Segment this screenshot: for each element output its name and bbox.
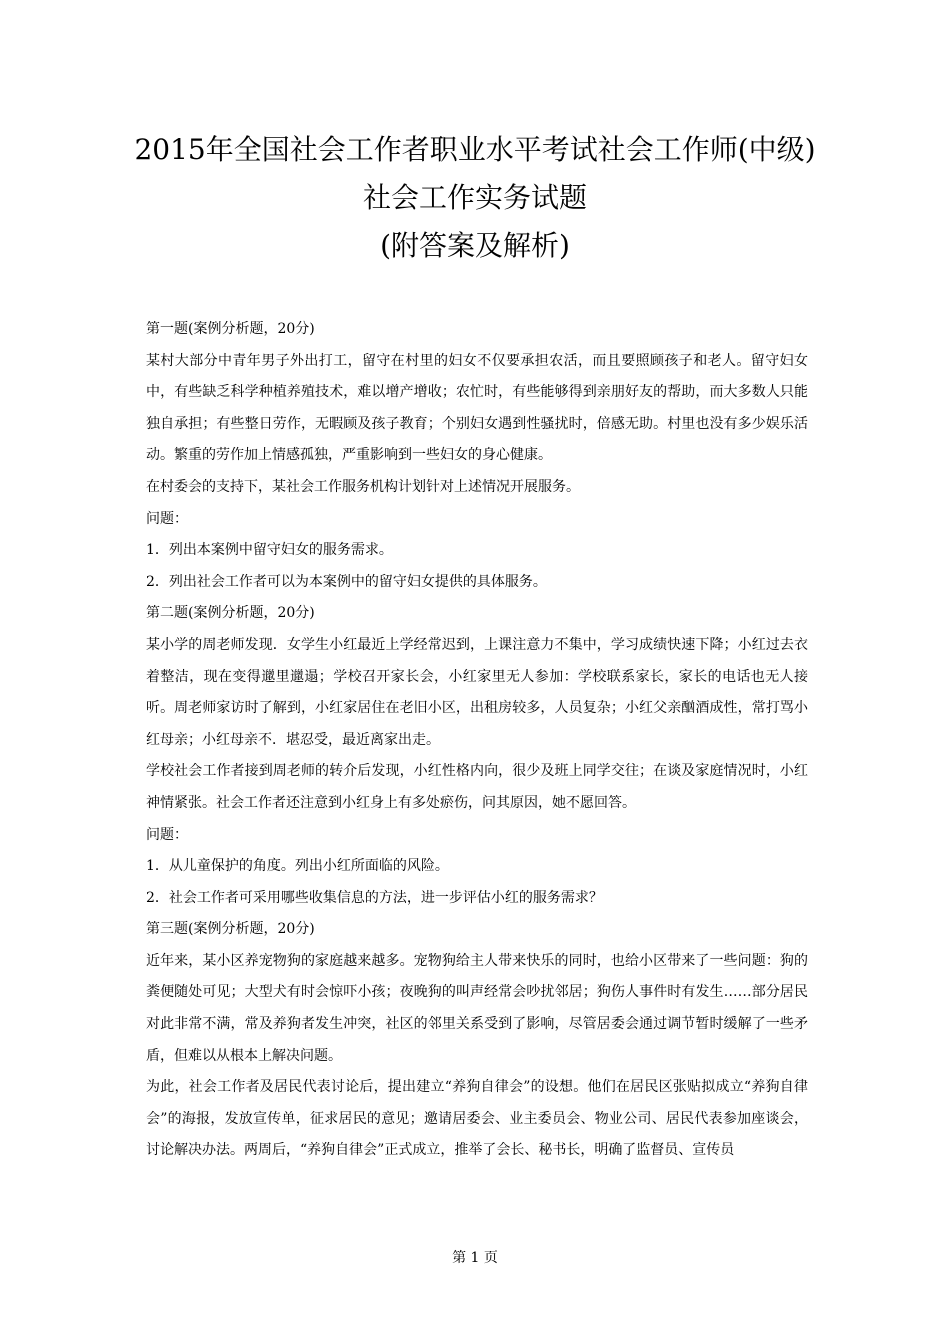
section-heading-2: 第二题(案例分析题，20分)	[146, 605, 315, 622]
section-heading-1: 第一题(案例分析题，20分)	[146, 321, 315, 337]
document-title	[0, 126, 950, 270]
title-line-3: (附答案及解析)	[380, 229, 570, 262]
document-body	[146, 314, 808, 1167]
section-2-paragraph: 某小学的周老师发现．女学生小红最近上学经常迟到，上课注意力不集中，学习成绩快速下降；小红过去衣着整洁，现在变得邋里邋遢；学校召开家长会，小红家里无人参加：学校联系家长，家长的电话也无人接听。周老师家访时了解到，小红家居住在老旧小区，出租房较多，人员复杂；小红父亲酗酒成性，常打骂小红母亲；小红母亲不．堪忍受，最近离家出走。	[146, 636, 808, 748]
page-number: 第 1 页	[452, 1250, 498, 1266]
section-heading-3: 第三题(案例分析题，20分)	[146, 921, 315, 938]
section-3-paragraph: 近年来，某小区养宠物狗的家庭越来越多。宠物狗给主人带来快乐的同时，也给小区带来了一些问题：狗的粪便随处可见；大型犬有时会惊吓小孩；夜晚狗的叫声经常会吵扰邻居；狗伤人事件时有发生……部分居民对此非常不满，常及养狗者发生冲突，社区的邻里关系受到了影响，尽管居委会通过调节暂时缓解了一些矛盾，但难以从根本上解决问题。	[146, 952, 808, 1064]
title-line-1: 2015年全国社会工作者职业水平考试社会工作师(中级)	[134, 133, 816, 166]
section-1-question-label: 问题：	[146, 510, 188, 527]
section-1-paragraph: 某村大部分中青年男子外出打工，留守在村里的妇女不仅要承担农活，而且要照顾孩子和老人。留守妇女中，有些缺乏科学种植养殖技术，难以增产增收；农忙时，有些能够得到亲朋好友的帮助，而大多数人只能独自承担；有些整日劳作，无暇顾及孩子教育；个别妇女遇到性骚扰时，倍感无助。村里也没有多少娱乐活动。繁重的劳作加上情感孤独，严重影响到一些妇女的身心健康。	[146, 352, 808, 464]
section-1-paragraph: 在村委会的支持下，某社会工作服务机构计划针对上述情况开展服务。	[146, 478, 580, 495]
section-1-question: 1．列出本案例中留守妇女的服务需求。	[146, 542, 393, 559]
section-2-question: 2．社会工作者可采用哪些收集信息的方法，进一步评估小红的服务需求？	[146, 889, 603, 906]
section-2-question-label: 问题：	[146, 826, 188, 843]
title-line-2: 社会工作实务试题	[362, 181, 587, 214]
section-3-paragraph: 为此，社会工作者及居民代表讨论后，提出建立“养狗自律会”的设想。他们在居民区张贴拟成立“养狗自律会”的海报，发放宣传单，征求居民的意见；邀请居委会、业主委员会、物业公司、居民代表参加座谈会，讨论解决办法。两周后，“养狗自律会”正式成立，推举了会长、秘书长，明确了监督员、宣传员	[146, 1079, 808, 1159]
section-1-question: 2．列出社会工作者可以为本案例中的留守妇女提供的具体服务。	[146, 573, 547, 590]
section-2-paragraph: 学校社会工作者接到周老师的转介后发现，小红性格内向，很少及班上同学交往；在谈及家庭情况时，小红神情紧张。社会工作者还注意到小红身上有多处瘀伤，问其原因，她不愿回答。	[146, 763, 808, 811]
section-2-question: 1．从儿童保护的角度。列出小红所面临的风险。	[146, 858, 449, 875]
